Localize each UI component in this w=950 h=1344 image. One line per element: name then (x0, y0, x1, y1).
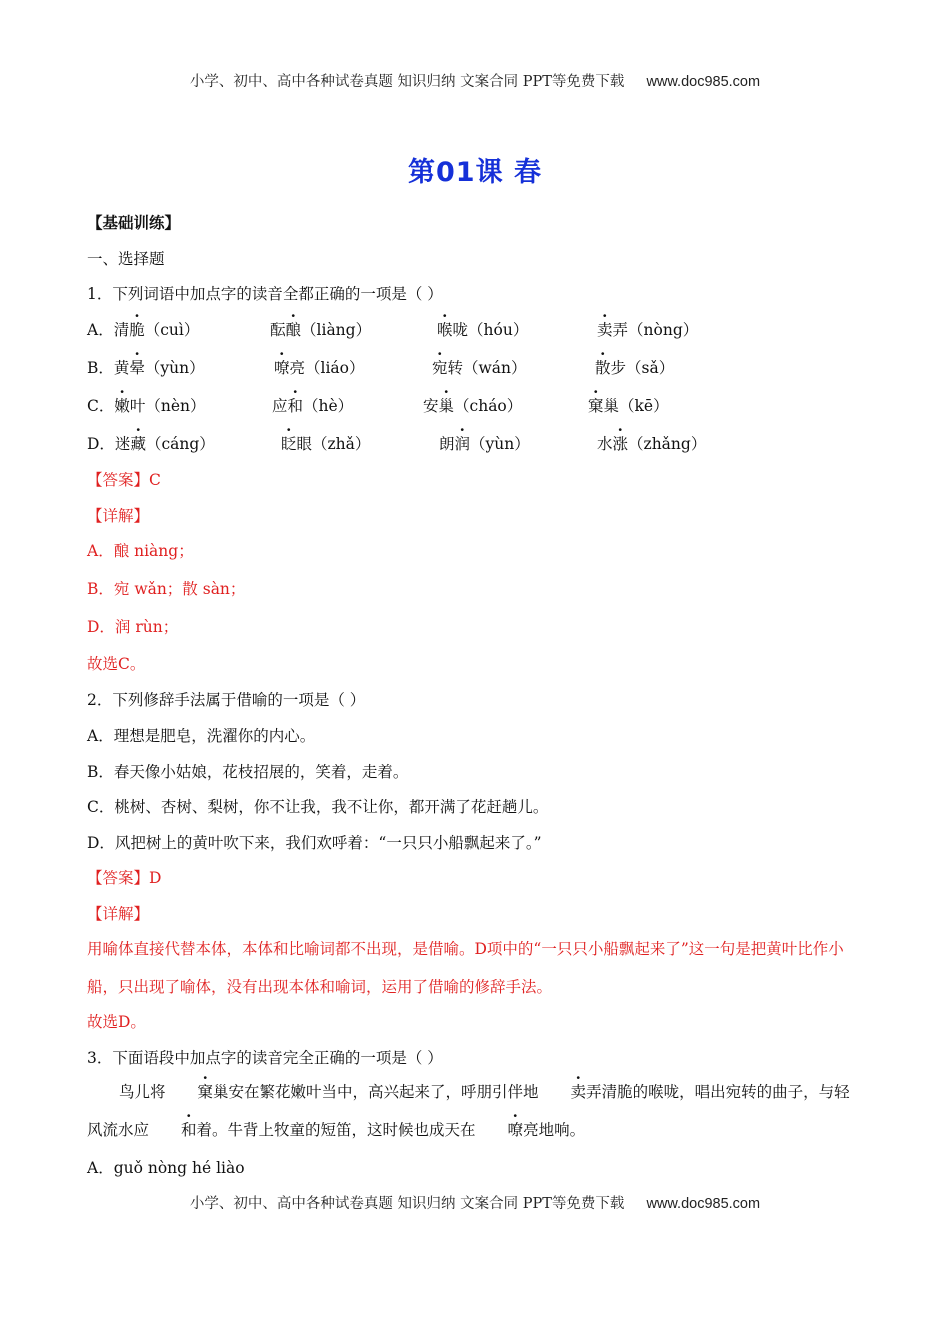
q2-detail: 用喻体直接代替本体，本体和比喻词都不出现，是借喻。D项中的“一只只小船飘起来了”这一句是把黄叶比作小船，只出现了喻体，没有出现本体和喻词，运用了借喻的修辞手法。 (87, 940, 844, 996)
page-header (0, 70, 950, 91)
q2-option-b: B．春天像小姑娘，花枝招展的，笑着，走着。 (87, 763, 409, 781)
q1-option-d-4: 水涨（zhǎng） (597, 435, 707, 453)
q1-row-d (87, 434, 867, 456)
q1-detail-a: A．酿 niàng； (87, 542, 194, 560)
lesson-title: 第01课 春 (408, 157, 542, 188)
header-text: 小学、初中、高中各种试卷真题 知识归纳 文案合同 PPT等免费下载 (189, 74, 625, 90)
q3-passage: 鸟儿将 窠巢安在繁花嫩叶当中，高兴起来了，呼朋引伴地 卖弄清脆的喉咙，唱出宛转的曲子，与轻风流水应 和着。牛背上牧童的短笛，这时候也成天在 嘹亮地响。 (87, 1083, 850, 1139)
q1-option-b-2: 嘹亮（liáo） (274, 359, 365, 377)
q1-option-d-2: 眨眼（zhǎ） (281, 435, 371, 453)
q1-option-c: C．嫩叶（nèn） (87, 397, 206, 415)
q2-option-a: A．理想是肥皂，洗濯你的内心。 (87, 727, 316, 745)
q1-option-d-3: 朗润（yùn） (439, 435, 530, 453)
q1-option-a: A．清脆（cuì） (87, 321, 200, 339)
q1-row-b (87, 358, 867, 380)
q1-detail-b: B．宛 wǎn；散 sàn； (87, 580, 246, 598)
q1-option-b: B．黄晕（yùn） (87, 359, 205, 377)
q2-option-d: D．风把树上的黄叶吹下来，我们欢呼着：“一只只小船飘起来了。” (87, 834, 542, 852)
q1-answer (87, 470, 161, 490)
q1-row-c (87, 396, 867, 418)
q1-option-a-4: 卖弄（nòng） (597, 321, 699, 339)
q1-detail-d: D．润 rùn； (87, 618, 179, 636)
section-type: 一、选择题 (87, 250, 165, 268)
section-heading: 【基础训练】 (87, 213, 181, 232)
q1-option-b-3: 宛转（wán） (432, 359, 527, 377)
q1-option-c-4: 窠巢（kē） (588, 397, 669, 415)
q2-detail-label: 【详解】 (87, 905, 150, 923)
q3-stem: 3．下面语段中加点字的读音完全正确的一项是（ ） (87, 1049, 443, 1067)
q1-stem: 1．下列词语中加点字的读音全都正确的一项是（ ） (87, 285, 443, 303)
q1-answer-value: C (149, 471, 161, 489)
q2-option-c: C．桃树、杏树、梨树，你不让我，我不让你，都开满了花赶趟儿。 (87, 798, 549, 816)
q1-option-c-3: 安巢（cháo） (423, 397, 523, 415)
q1-option-d: D．迷藏（cáng） (87, 435, 215, 453)
q1-answer-label: 【答案】 (87, 471, 150, 489)
q2-answer-label: 【答案】 (87, 869, 150, 887)
q1-option-a-3: 喉咙（hóu） (437, 321, 529, 339)
q1-row-a (87, 320, 867, 342)
q1-conclusion: 故选C。 (87, 655, 146, 673)
q2-conclusion: 故选D。 (87, 1013, 146, 1031)
q1-option-a-2: 酝酿（liàng） (270, 321, 372, 339)
q2-answer-value: D (149, 869, 162, 887)
q2-stem: 2．下列修辞手法属于借喻的一项是（ ） (87, 691, 366, 709)
footer-url[interactable]: www.doc985.com (646, 1196, 761, 1212)
q1-option-b-4: 散步（sǎ） (595, 359, 675, 377)
q1-detail-label: 【详解】 (87, 507, 150, 525)
footer-text: 小学、初中、高中各种试卷真题 知识归纳 文案合同 PPT等免费下载 (189, 1196, 625, 1212)
header-url[interactable]: www.doc985.com (646, 74, 761, 90)
q3-option-a: A．guǒ nòng hé liào (87, 1159, 245, 1177)
page-footer (0, 1192, 950, 1213)
q2-answer (87, 868, 161, 888)
q1-option-c-2: 应和（hè） (272, 397, 354, 415)
